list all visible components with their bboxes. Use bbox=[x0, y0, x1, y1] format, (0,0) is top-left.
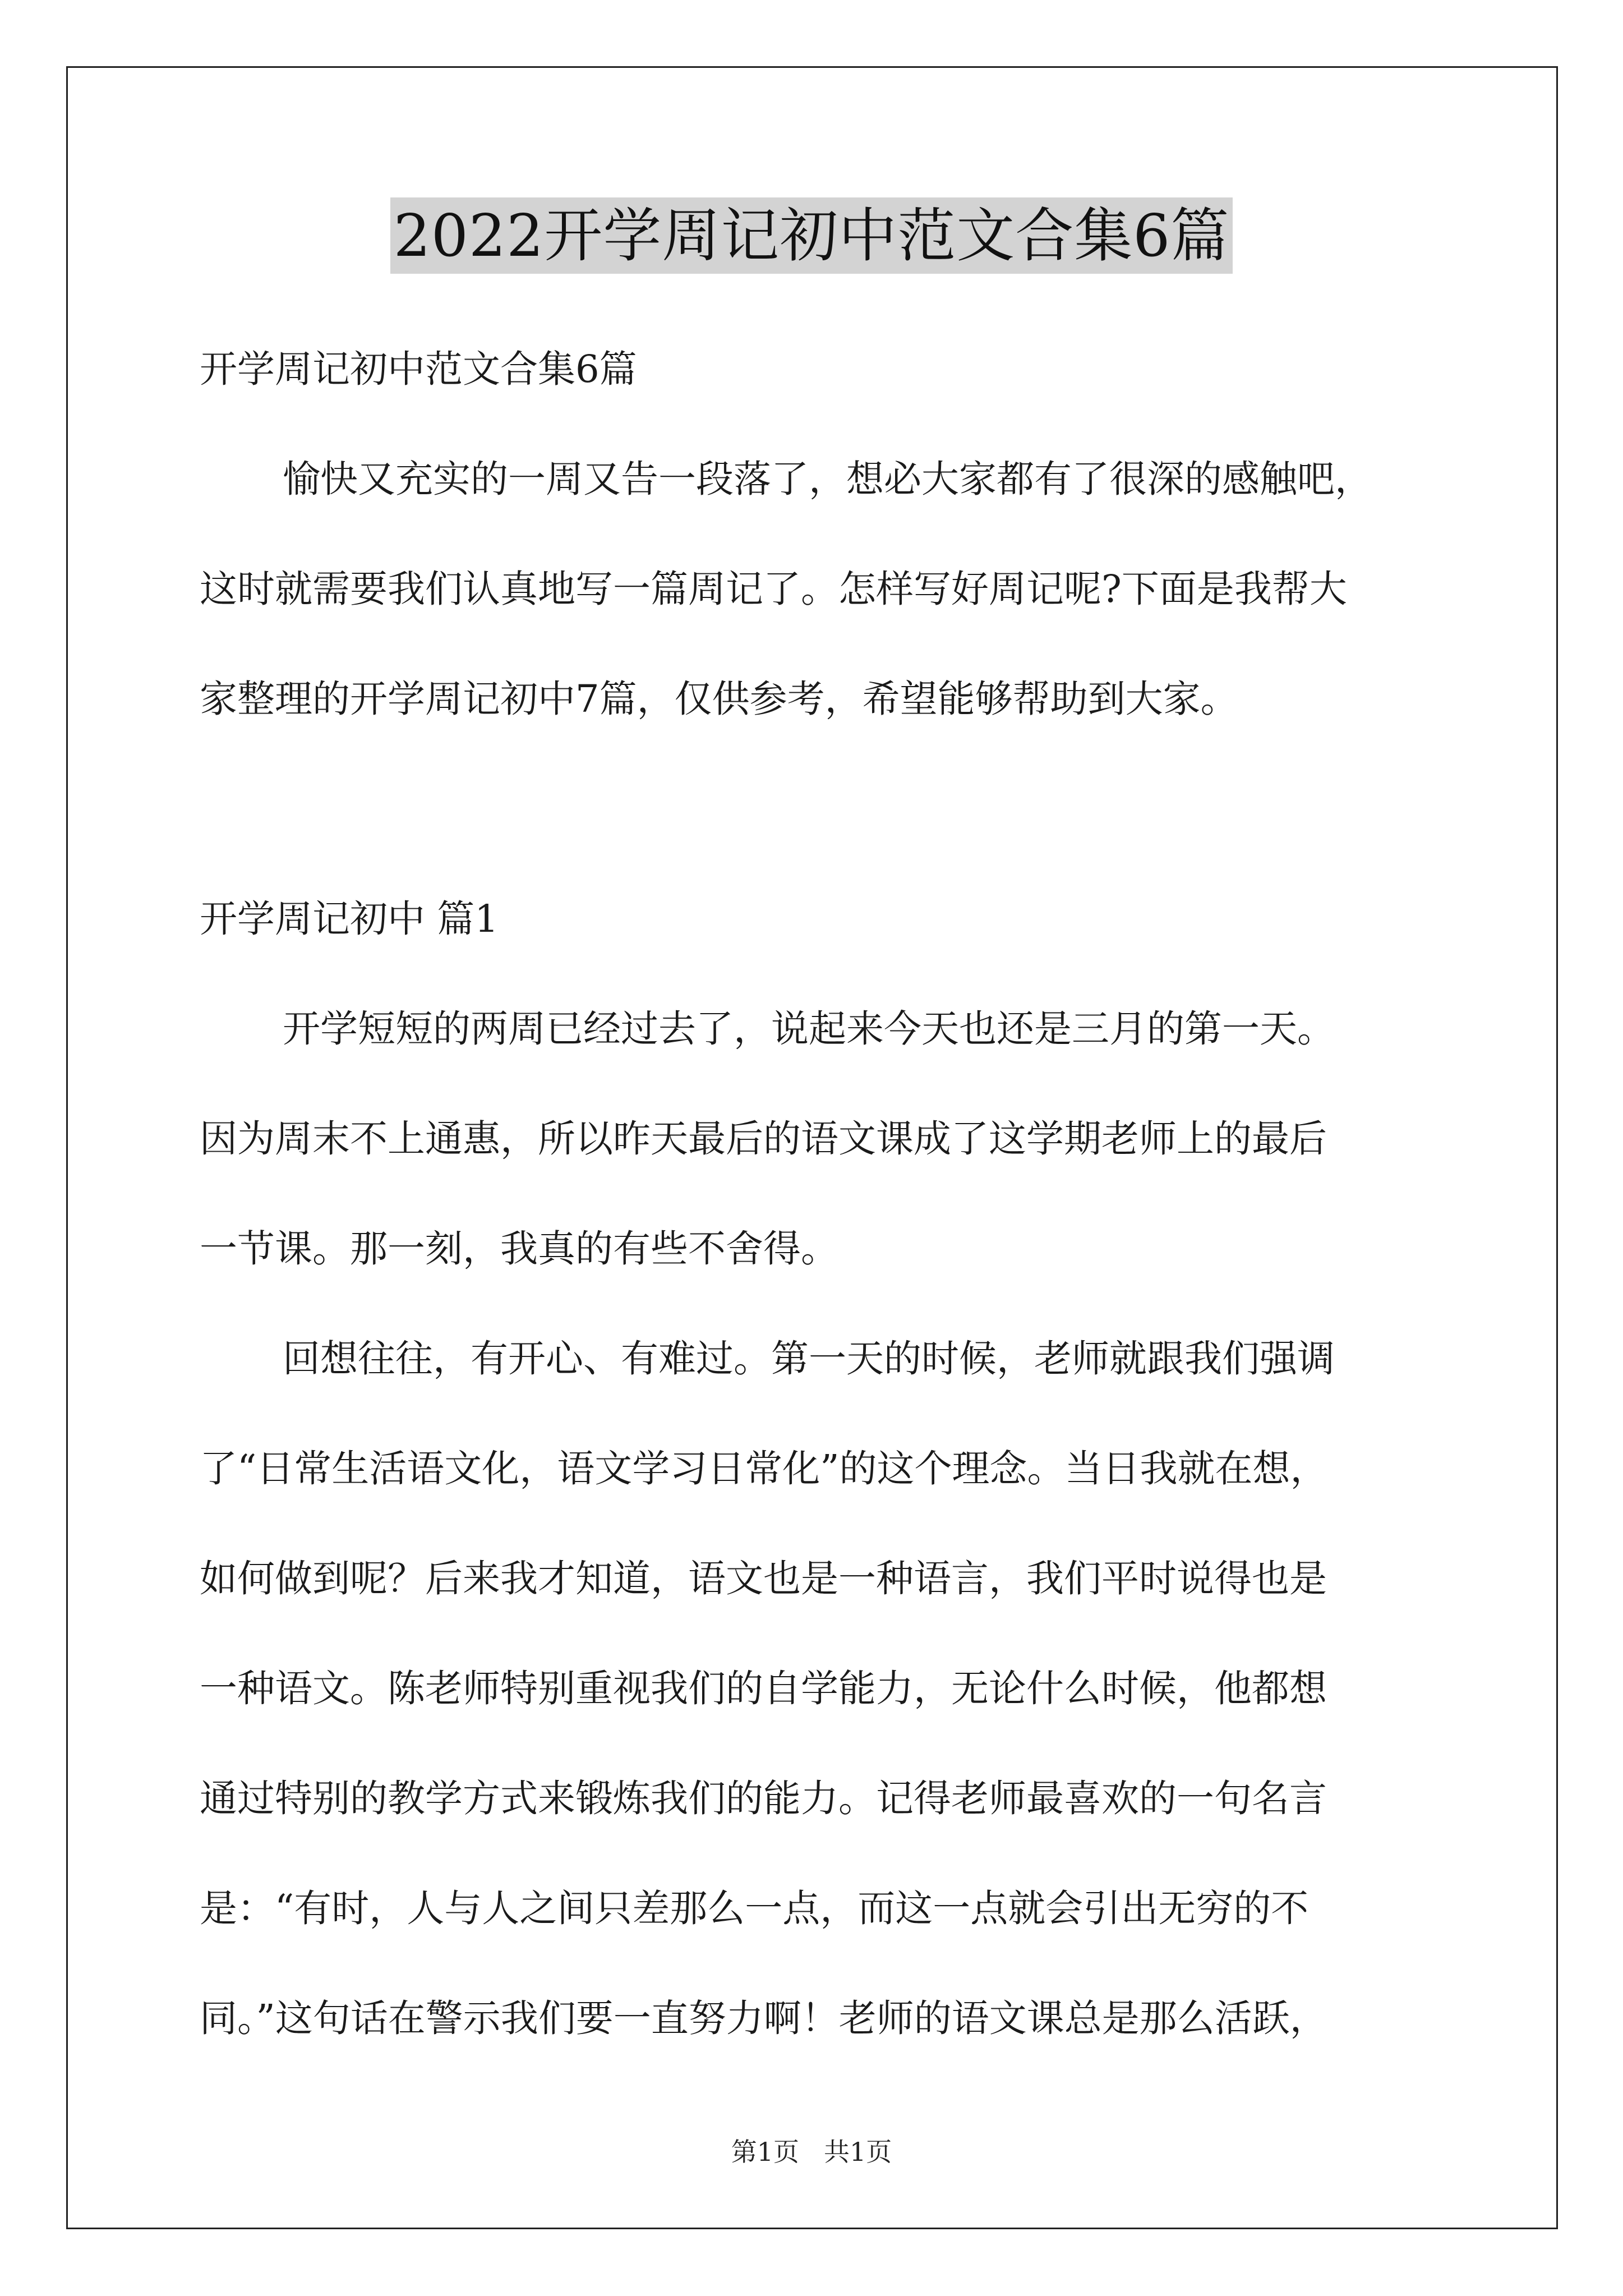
paragraph-line: 愉快又充实的一周又告一段落了，想必大家都有了很深的感触吧， bbox=[283, 457, 1372, 501]
document-body bbox=[200, 314, 1433, 2073]
page-total: 共1页 bbox=[824, 2137, 892, 2167]
paragraph-line: 一种语文。陈老师特别重视我们的自学能力，无论什么时候，他都想 bbox=[200, 1667, 1327, 1710]
paragraph-line: 通过特别的教学方式来锻炼我们的能力。记得老师最喜欢的一句名言 bbox=[200, 1777, 1327, 1820]
paragraph-line: 开学短短的两周已经过去了，说起来今天也还是三月的第一天。 bbox=[283, 1007, 1335, 1051]
subtitle-line: 开学周记初中范文合集6篇 bbox=[200, 347, 637, 391]
paragraph-line: 是：“有时，人与人之间只差那么一点，而这一点就会引出无穷的不 bbox=[200, 1887, 1309, 1930]
paragraph-line: 因为周末不上通惠，所以昨天最后的语文课成了这学期老师上的最后 bbox=[200, 1117, 1327, 1161]
paragraph-line: 家整理的开学周记初中7篇，仅供参考，希望能够帮助到大家。 bbox=[200, 677, 1238, 721]
page-footer bbox=[0, 2132, 1623, 2169]
document-title: 2022开学周记初中范文合集6篇 bbox=[390, 197, 1233, 274]
paragraph-line: 这时就需要我们认真地写一篇周记了。怎样写好周记呢?下面是我帮大 bbox=[200, 567, 1347, 611]
paragraph-line: 回想往往，有开心、有难过。第一天的时候，老师就跟我们强调 bbox=[283, 1337, 1335, 1381]
paragraph-line: 了“日常生活语文化，语文学习日常化”的这个理念。当日我就在想， bbox=[200, 1447, 1328, 1490]
page-number: 第1页 bbox=[731, 2137, 799, 2167]
section-heading: 开学周记初中 篇1 bbox=[200, 897, 499, 941]
title-container bbox=[0, 197, 1623, 274]
section-gap bbox=[200, 754, 1433, 864]
paragraph-line: 同。”这句话在警示我们要一直努力啊！老师的语文课总是那么活跃， bbox=[200, 1996, 1327, 2040]
paragraph-line: 一节课。那一刻，我真的有些不舍得。 bbox=[200, 1227, 838, 1271]
paragraph-line: 如何做到呢？后来我才知道，语文也是一种语言，我们平时说得也是 bbox=[200, 1557, 1327, 1600]
